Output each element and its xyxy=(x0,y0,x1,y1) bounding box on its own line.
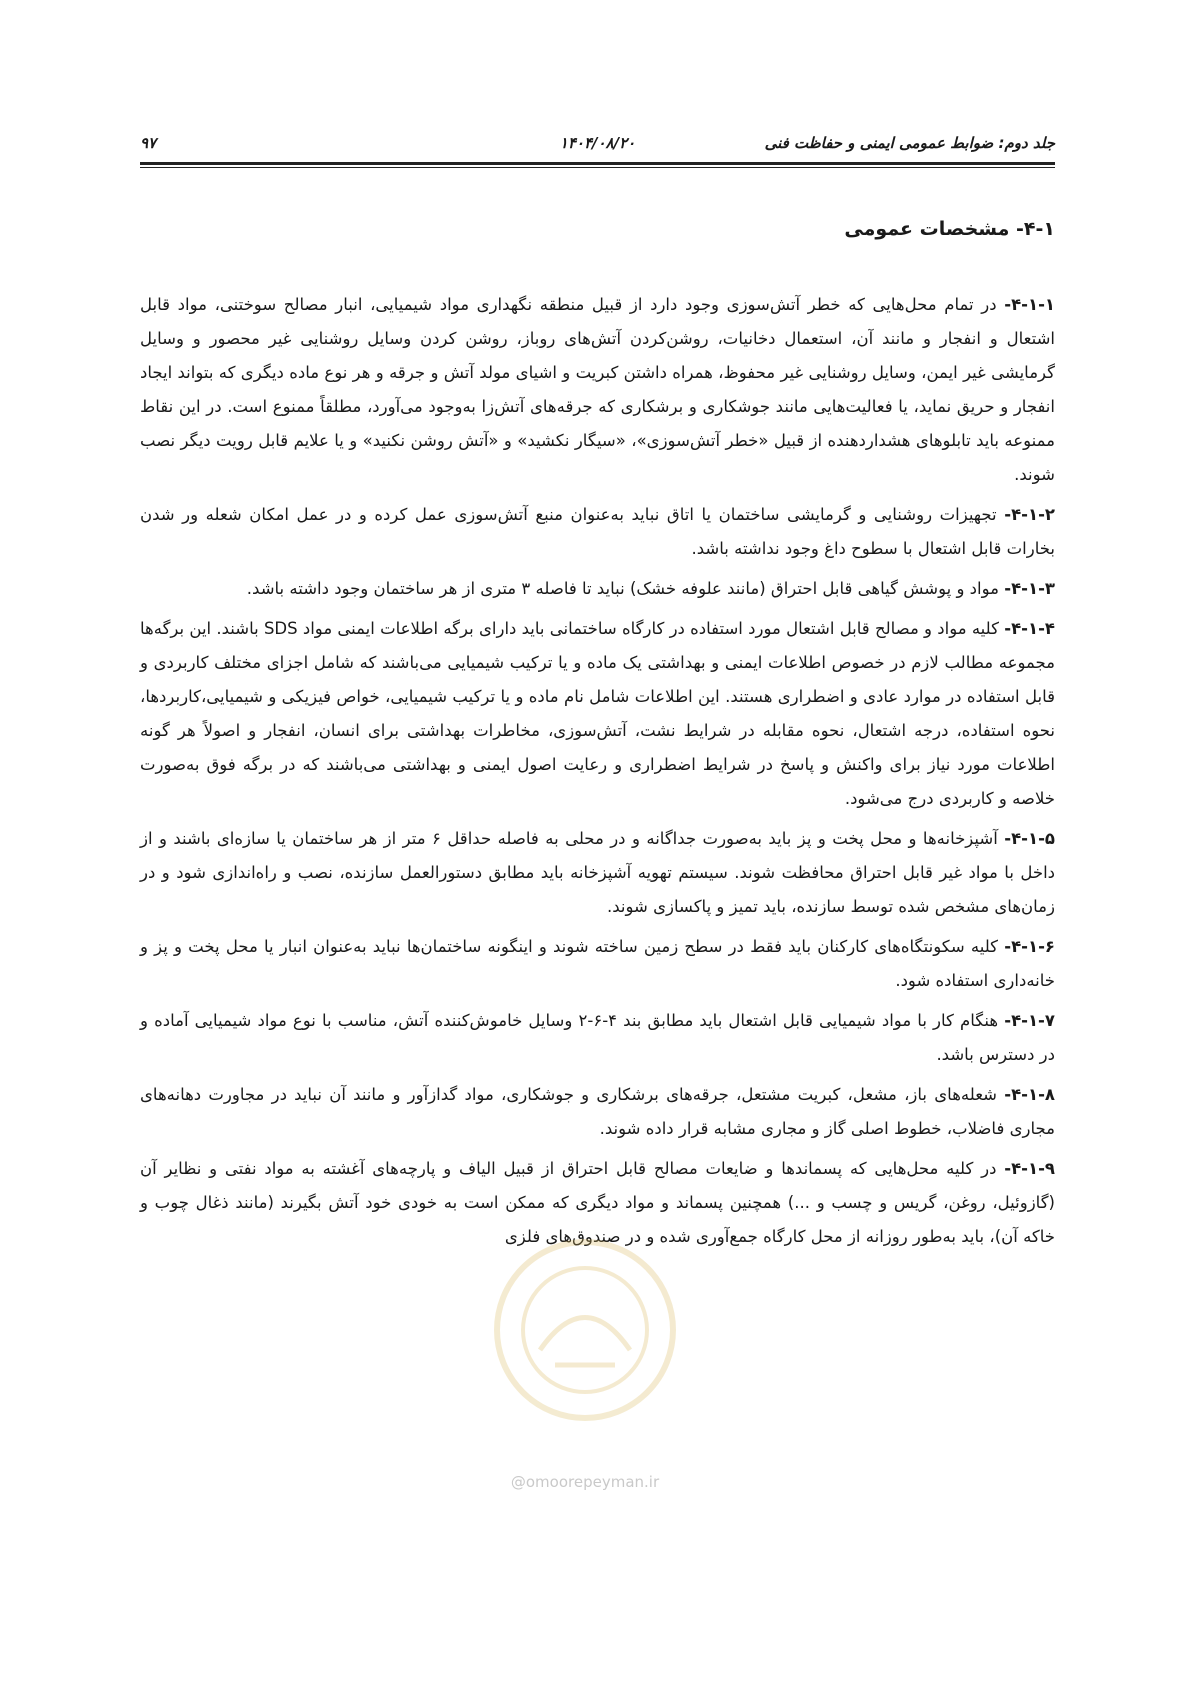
clause-number: ۴-۱-۴- xyxy=(1004,619,1055,638)
clause-text: تجهیزات روشنایی و گرمایشی ساختمان یا اتاق نباید به‌عنوان منبع آتش‌سوزی عمل کرده و در عمل امکان شعله ور شدن بخارات قابل اشتعال با سطوح داغ وجود نداشته باشد. xyxy=(140,505,1055,558)
clause-number: ۴-۱-۵- xyxy=(1004,829,1056,848)
clause-text: مواد و پوشش گیاهی قابل احتراق (مانند علوفه خشک) نباید تا فاصله ۳ متری از هر ساختمان وجود داشته باشد. xyxy=(246,579,1005,598)
section-title: ۴-۱- مشخصات عمومی xyxy=(844,218,1055,240)
clause-paragraph xyxy=(140,288,1055,492)
clause-paragraph xyxy=(140,1078,1055,1146)
clause-number: ۴-۱-۸- xyxy=(1004,1085,1055,1104)
clause-text: کلیه سکونتگاه‌های کارکنان باید فقط در سطح زمین ساخته شوند و اینگونه ساختمان‌ها نباید به‌عنوان انبار یا محل پخت و پز و خانه‌داری استفاده شود. xyxy=(140,937,1055,990)
watermark-seal xyxy=(497,1242,673,1418)
clause-number: ۴-۱-۹- xyxy=(1004,1159,1055,1178)
clause-text: هنگام کار با مواد شیمیایی قابل اشتعال باید مطابق بند ۴-۶-۲ وسایل خاموش‌کننده آتش، مناسب با نوع مواد شیمیایی آماده و در دسترس باشد. xyxy=(140,1011,1055,1064)
document-body xyxy=(140,288,1055,1260)
clause-paragraph xyxy=(140,930,1055,998)
clause-paragraph xyxy=(140,498,1055,566)
clause-paragraph xyxy=(140,822,1055,924)
clause-text: کلیه مواد و مصالح قابل اشتعال مورد استفاده در کارگاه ساختمانی باید دارای برگه اطلاعات ایمنی مواد SDS باشند. این برگه‌ها مجموعه مطالب لازم در خصوص اطلاعات ایمنی و بهداشتی یک ماده و یا ترکیب شیمیایی می‌باشند که شامل اجزای مختلف کاربردی و قابل استفاده در موارد عادی و اضطراری هستند. این اطلاعات شامل نام ماده و یا ترکیب شیمیایی، خواص فیزیکی و شیمیایی،کاربردها، نحوه استفاده، درجه اشتعال، نحوه مقابله در شرایط نشت، آتش‌سوزی، مخاطرات بهداشتی برای انسان، انفجار و اصولاً هر گونه اطلاعات مورد نیاز برای واکنش و پاسخ در شرایط اضطراری و رعایت اصول ایمنی و بهداشتی می‌باشند که در برگه فوق به‌صورت خلاصه و کاربردی درج می‌شود. xyxy=(140,619,1055,808)
clause-text: شعله‌های باز، مشعل، کبریت مشتعل، جرقه‌های برشکاری و جوشکاری، مواد گدازآور و مانند آن نباید در مجاورت دهانه‌های مجاری فاضلاب، خطوط اصلی گاز و مجاری مشابه قرار داده شوند. xyxy=(140,1085,1055,1138)
watermark-text: @omoorepeyman.ir xyxy=(510,1473,660,1491)
clause-number: ۴-۱-۱- xyxy=(1004,295,1055,314)
clause-number: ۴-۱-۲- xyxy=(1004,505,1055,524)
header-date: ۱۴۰۴/۰۸/۲۰ xyxy=(559,134,636,152)
clause-text: در کلیه محل‌هایی که پسماندها و ضایعات مصالح قابل احتراق از قبیل الیاف و پارچه‌های آغشته به مواد نفتی و نظایر آن (گازوئیل، روغن، گریس و چسب و ...) همچنین پسماند و مواد دیگری که ممکن است به خودی خود آتش بگیرند (مانند ذغال چوب و خاکه آن)، باید به‌طور روزانه از محل کارگاه جمع‌آوری شده و در صندوق‌های فلزی xyxy=(140,1159,1055,1246)
watermark-logo-icon xyxy=(470,1225,700,1505)
page-number: ۹۷ xyxy=(140,134,157,152)
clause-paragraph xyxy=(140,572,1055,606)
header-rule-thin xyxy=(140,167,1055,168)
header-title: جلد دوم: ضوابط عمومی ایمنی و حفاظت فنی xyxy=(764,134,1055,152)
clause-paragraph xyxy=(140,612,1055,816)
clause-number: ۴-۱-۷- xyxy=(1004,1011,1055,1030)
clause-number: ۴-۱-۳- xyxy=(1004,579,1055,598)
header-rule xyxy=(140,162,1055,165)
clause-paragraph xyxy=(140,1004,1055,1072)
page-header xyxy=(140,128,1055,158)
clause-text: در تمام محل‌هایی که خطر آتش‌سوزی وجود دارد از قبیل منطقه نگهداری مواد شیمیایی، انبار مصالح سوختنی، مواد قابل اشتعال و انفجار و مانند آن، استعمال دخانیات، روشن‌کردن آتش‌های روباز، روشن کردن وسایل روشنایی غیر محصور و وسایل گرمایشی غیر ایمن، وسایل روشنایی غیر محفوظ، همراه داشتن کبریت و اشیای مولد آتش و جرقه و هر نوع ماده دیگری که بتواند ایجاد انفجار و حریق نماید، یا فعالیت‌هایی مانند جوشکاری و برشکاری که جرقه‌های آتش‌زا به‌وجود می‌آورد، مطلقاً ممنوع است. در این نقاط ممنوعه باید تابلوهای هشداردهنده از قبیل «خطر آتش‌سوزی»، «سیگار نکشید» و «آتش روشن نکنید» و یا علایم قابل رویت دیگر نصب شوند. xyxy=(140,295,1055,484)
clause-text: آشپزخانه‌ها و محل پخت و پز باید به‌صورت جداگانه و در محلی به فاصله حداقل ۶ متر از هر ساختمان یا سازه‌ای باشند و از داخل با مواد غیر قابل احتراق محافظت شوند. سیستم تهویه آشپزخانه باید مطابق دستورالعمل سازنده، نصب و راه‌اندازی شود و در زمان‌های مشخص شده توسط سازنده، باید تمیز و پاکسازی شوند. xyxy=(140,829,1055,916)
clause-paragraph xyxy=(140,1152,1055,1254)
clause-number: ۴-۱-۶- xyxy=(1004,937,1055,956)
